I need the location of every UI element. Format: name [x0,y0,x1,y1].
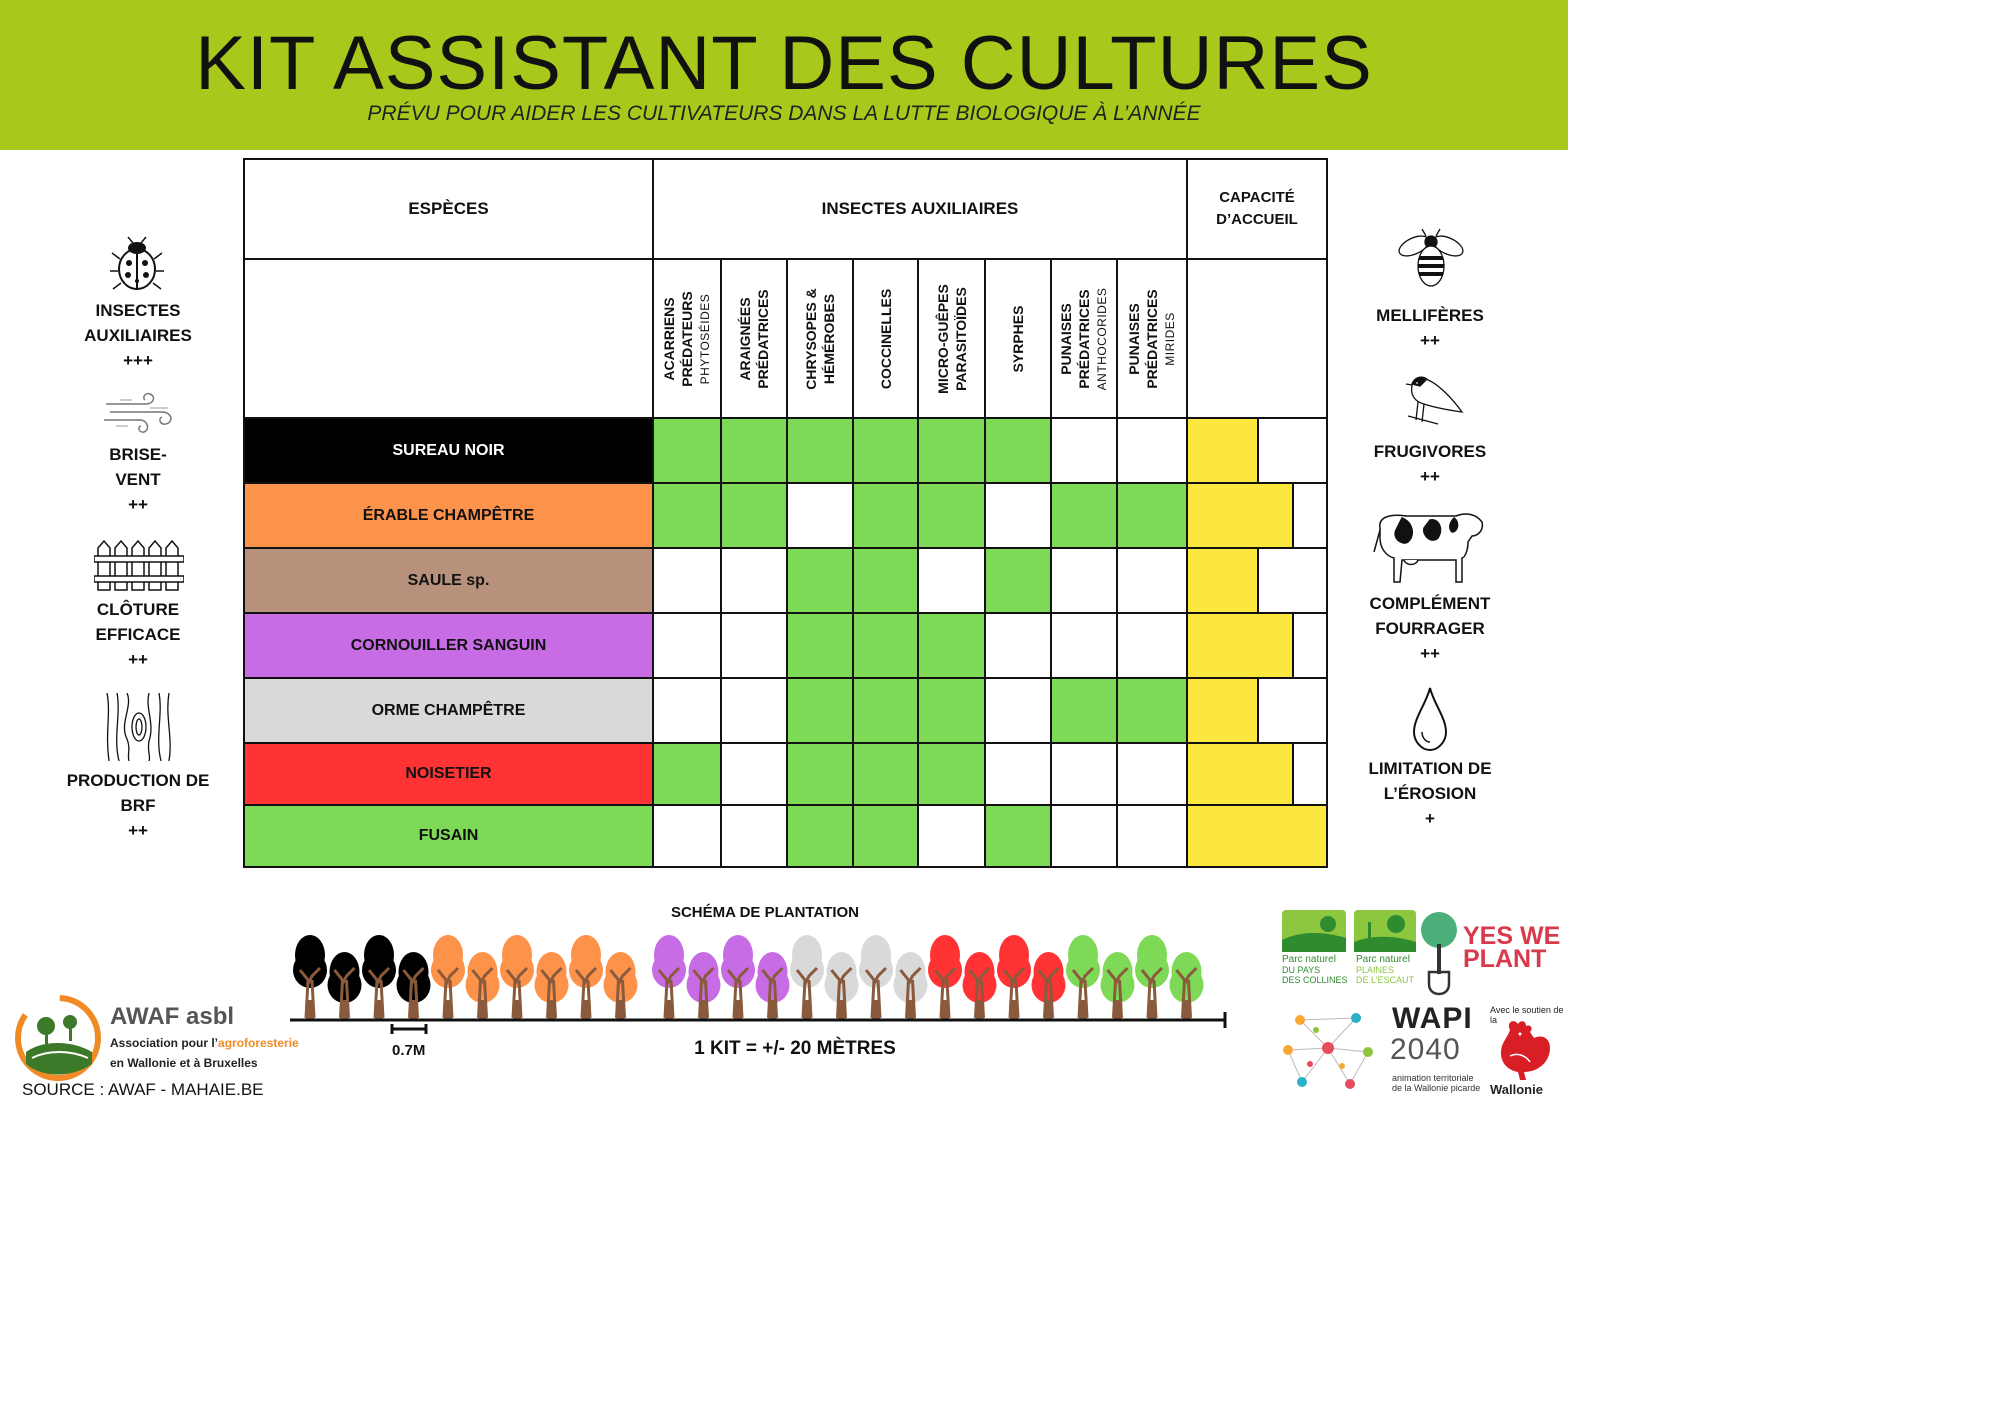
bee-icon [1396,228,1466,295]
cow-icon [1372,508,1486,589]
insect-name-line: PRÉDATRICES [755,288,771,389]
insect-presence-cell-no [1117,743,1187,805]
rooster-icon [1490,1016,1554,1087]
insect-presence-cell-yes [853,548,918,613]
capacity-bar [1188,419,1259,482]
capacity-bar [1188,806,1326,866]
insect-column-header [787,259,853,418]
planting-tree [569,935,603,1020]
benefit-label: BRISE- [109,445,167,464]
planting-scheme [290,930,1250,1030]
insect-presence-cell-yes [653,418,721,483]
benefit-label: EFFICACE [95,625,181,644]
planting-tree [859,935,893,1020]
insect-presence-cell-no [1051,548,1117,613]
source-credit: SOURCE : AWAF - MAHAIE.BE [22,1080,264,1099]
awaf-tagline-line1 [110,1033,299,1053]
planting-tree [1066,935,1100,1020]
benefit-label: COMPLÉMENT [1369,594,1491,613]
planting-tree [997,935,1031,1020]
benefit-rating: + [1425,809,1435,828]
insect-presence-cell-no [721,613,787,678]
insect-name-line: MICRO-GUÊPES [934,283,951,394]
insect-presence-cell-yes [653,483,721,548]
insect-name-line: PRÉDATRICES [1144,288,1160,389]
parc-text-line: PLAINES [1356,965,1395,975]
benefit-erosion [1340,756,1520,831]
awaf-tagline [110,1033,299,1073]
capacity-cell [1187,678,1327,743]
ladybug-icon [108,235,166,298]
insect-presence-cell-no [985,613,1051,678]
species-name-cell: FUSAIN [244,805,653,867]
wapi-logo-year: 2040 [1390,1033,1461,1066]
insect-presence-cell-yes [787,805,853,867]
capacity-header-line2: D’ACCUEIL [1216,211,1298,228]
insect-name-line: PUNAISES [1126,302,1142,375]
parc-collines-text [1282,955,1348,985]
benefit-cloture [48,597,228,672]
insect-family-label: PHYTOSÉIDES [698,293,712,384]
insect-column-header [1051,259,1117,418]
planting-tree [825,952,859,1020]
planting-tree [652,935,686,1020]
scale-label: 0.7M [392,1042,426,1059]
insect-presence-cell-yes [1051,678,1117,743]
wapi-tagline-line: de la Wallonie picarde [1392,1083,1481,1093]
insect-presence-cell-no [1117,613,1187,678]
insect-name-line: ACARRIENS [661,296,677,381]
insect-name-line: ARAIGNÉES [737,296,753,381]
insect-presence-cell-no [1051,743,1117,805]
species-name-cell: NOISETIER [244,743,653,805]
benefit-rating: ++ [1420,644,1440,663]
benefit-label: LIMITATION DE [1368,759,1492,778]
awaf-tagline-part: Association pour l’ [110,1036,219,1050]
benefit-label: BRF [120,796,156,815]
page-subtitle: PRÉVU POUR AIDER LES CULTIVATEURS DANS LA LUTTE BIOLOGIQUE À L’ANNÉE [367,102,1201,125]
species-name-cell: ORME CHAMPÊTRE [244,678,653,743]
insect-column-header [853,259,918,418]
insect-column-header [653,259,721,418]
benefit-melliferes [1340,303,1520,353]
fence-icon [94,538,184,597]
capacity-bar [1188,679,1259,742]
wapi-logo-word: WAPI [1392,1002,1473,1035]
benefit-fourrager [1340,591,1520,666]
planting-tree [894,952,928,1020]
insect-column-header [721,259,787,418]
insect-presence-cell-yes [1117,483,1187,548]
insect-column-label [736,289,772,388]
capacity-header-line1: CAPACITÉ [1219,189,1295,206]
insect-presence-cell-no [721,678,787,743]
insect-presence-cell-yes [787,613,853,678]
insect-name-line: COCCINELLES [877,288,894,389]
awaf-name: AWAF asbl [110,1003,235,1030]
insect-presence-cell-no [1117,418,1187,483]
species-row [244,548,1327,613]
planting-tree [397,952,431,1020]
benefit-rating: ++ [128,495,148,514]
capacity-header [1187,159,1327,259]
awaf-tagline-accent: agroforesterie [218,1036,299,1050]
planting-tree [1101,952,1135,1020]
yes-line1: YES WE [1463,922,1561,950]
parc-text-line: DES COLLINES [1282,975,1348,985]
planting-tree [500,935,534,1020]
insect-presence-cell-yes [1117,678,1187,743]
insect-presence-cell-no [721,548,787,613]
species-name-cell: SAULE sp. [244,548,653,613]
water-drop-icon [1412,686,1448,757]
insect-family-label: ANTHOCORIDES [1095,287,1109,390]
parc-text-line: Parc naturel [1282,954,1336,965]
benefit-insectes [48,298,228,373]
benefit-rating: +++ [123,351,153,370]
insect-presence-cell-no [985,678,1051,743]
capacity-bar [1188,484,1294,547]
capacity-bar [1188,614,1294,677]
insect-column-label [1125,289,1179,388]
insect-presence-cell-no [918,805,985,867]
insect-column-label [660,291,714,386]
insect-name-line: SYRPHES [1010,305,1026,372]
tree-shovel-icon [1418,910,1460,1001]
insect-presence-cell-yes [918,483,985,548]
capacity-bar [1188,744,1294,804]
benefit-brise-vent [48,442,228,517]
insect-presence-cell-yes [985,548,1051,613]
capacity-bar [1188,549,1259,612]
insect-presence-cell-yes [787,418,853,483]
benefit-label: MELLIFÈRES [1376,306,1484,325]
insect-presence-cell-yes [985,805,1051,867]
planting-tree [466,952,500,1020]
insect-name-line: CHRYSOPES & [803,287,819,390]
planting-tree [535,952,569,1020]
insect-presence-cell-no [787,483,853,548]
benefit-label: FRUGIVORES [1373,442,1487,461]
blank-capacity-header-cell [1187,259,1327,418]
insect-presence-cell-no [653,548,721,613]
insect-column-label [1009,305,1027,372]
planting-tree [963,952,997,1020]
insect-presence-cell-yes [918,613,985,678]
planting-tree [362,935,396,1020]
yes-we-plant-logo [1463,922,1561,973]
page-title: KIT ASSISTANT DES CULTURES [195,21,1373,106]
capacity-cell [1187,483,1327,548]
insect-name-line: PUNAISES [1058,302,1074,375]
insects-header: INSECTES AUXILIAIRES [653,159,1187,259]
insect-presence-cell-no [985,743,1051,805]
insect-column-label [1057,287,1111,390]
benefit-label: INSECTES [95,301,181,320]
species-table [243,158,1328,868]
wind-icon [102,392,176,439]
awaf-logo [12,992,104,1089]
planting-scheme-title: SCHÉMA DE PLANTATION [670,904,860,921]
insect-presence-cell-yes [853,678,918,743]
capacity-cell [1187,743,1327,805]
insect-presence-cell-yes [721,483,787,548]
insect-presence-cell-yes [985,418,1051,483]
insect-column-header [1117,259,1187,418]
insect-column-label [877,288,895,388]
wood-grain-icon [103,693,173,766]
insect-presence-cell-yes [918,743,985,805]
planting-tree [293,935,327,1020]
insect-column-label [802,288,838,389]
scale-bar [392,1024,426,1034]
insect-presence-cell-yes [721,418,787,483]
insect-presence-cell-no [1051,418,1117,483]
species-row [244,483,1327,548]
benefit-label: CLÔTURE [96,600,180,619]
insect-presence-cell-no [1051,613,1117,678]
insect-name-line: PRÉDATEURS [679,290,695,387]
planting-tree [721,935,755,1020]
insect-presence-cell-yes [1051,483,1117,548]
benefit-rating: ++ [128,821,148,840]
benefit-rating: ++ [128,650,148,669]
planting-tree [1032,952,1066,1020]
parc-collines-logo [1282,910,1346,957]
planting-tree [756,952,790,1020]
planting-tree [928,935,962,1020]
insect-presence-cell-yes [918,418,985,483]
planting-tree [1135,935,1169,1020]
insect-column-header [985,259,1051,418]
planting-tree [328,952,362,1020]
insect-presence-cell-yes [853,418,918,483]
species-name-cell: CORNOUILLER SANGUIN [244,613,653,678]
planting-tree [790,935,824,1020]
planting-tree [1170,952,1204,1020]
parc-text-line: DE L’ESCAUT [1356,975,1415,985]
species-row [244,743,1327,805]
wallonie-support-line: la [1490,1015,1498,1025]
insect-presence-cell-yes [787,548,853,613]
insect-presence-cell-yes [918,678,985,743]
planting-tree [431,935,465,1020]
wapi-tagline-line: animation territoriale [1392,1073,1474,1083]
species-header: ESPÈCES [244,159,653,259]
capacity-cell [1187,548,1327,613]
insect-presence-cell-yes [787,743,853,805]
kit-length-label: 1 KIT = +/- 20 MÈTRES [694,1038,896,1059]
insect-presence-cell-no [1117,805,1187,867]
awaf-tagline-line2: en Wallonie et à Bruxelles [110,1056,258,1070]
capacity-cell [1187,613,1327,678]
insect-presence-cell-yes [787,678,853,743]
insect-name-line: PRÉDATRICES [1076,288,1092,389]
insect-presence-cell-no [721,805,787,867]
insect-name-line: PARASITOÏDES [952,286,969,391]
species-name-cell: ÉRABLE CHAMPÊTRE [244,483,653,548]
network-logo [1280,1002,1376,1099]
insect-presence-cell-yes [853,743,918,805]
bird-icon [1398,372,1464,439]
species-row [244,418,1327,483]
insect-presence-cell-no [1117,548,1187,613]
insect-presence-cell-no [918,548,985,613]
insect-presence-cell-no [985,483,1051,548]
insect-presence-cell-no [653,678,721,743]
species-name-cell: SUREAU NOIR [244,418,653,483]
insect-presence-cell-no [653,805,721,867]
wallonie-support-line: Avec le soutien de [1490,1005,1564,1015]
insect-presence-cell-yes [853,483,918,548]
capacity-cell [1187,805,1327,867]
species-row [244,805,1327,867]
insect-presence-cell-no [653,613,721,678]
blank-header-cell [244,259,653,418]
benefit-rating: ++ [1420,467,1440,486]
benefit-label: VENT [115,470,161,489]
insect-presence-cell-no [721,743,787,805]
benefit-frugivores [1340,439,1520,489]
benefit-rating: ++ [1420,331,1440,350]
species-row [244,613,1327,678]
wapi-tagline [1392,1073,1480,1093]
insect-name-line: HÉMÉROBES [821,293,837,384]
insect-presence-cell-no [1051,805,1117,867]
planting-tree [687,952,721,1020]
insect-presence-cell-yes [853,805,918,867]
benefit-brf [48,768,228,843]
insect-column-label [934,284,970,394]
wallonie-logo-text: Wallonie [1490,1082,1543,1097]
benefit-label: PRODUCTION DE [66,771,210,790]
benefit-label: AUXILIAIRES [84,326,192,345]
yes-line2: PLANT [1463,945,1547,973]
parc-text-line: Parc naturel [1356,954,1410,965]
parc-text-line: DU PAYS [1282,965,1321,975]
parc-escaut-logo [1354,910,1416,957]
parc-escaut-text [1356,955,1414,985]
species-row [244,678,1327,743]
benefit-label: L’ÉROSION [1383,784,1477,803]
capacity-cell [1187,418,1327,483]
benefit-label: FOURRAGER [1375,619,1485,638]
insect-presence-cell-yes [653,743,721,805]
insect-family-label: MIRIDES [1163,311,1177,366]
insect-presence-cell-yes [853,613,918,678]
planting-tree [604,952,638,1020]
insect-column-header [918,259,985,418]
